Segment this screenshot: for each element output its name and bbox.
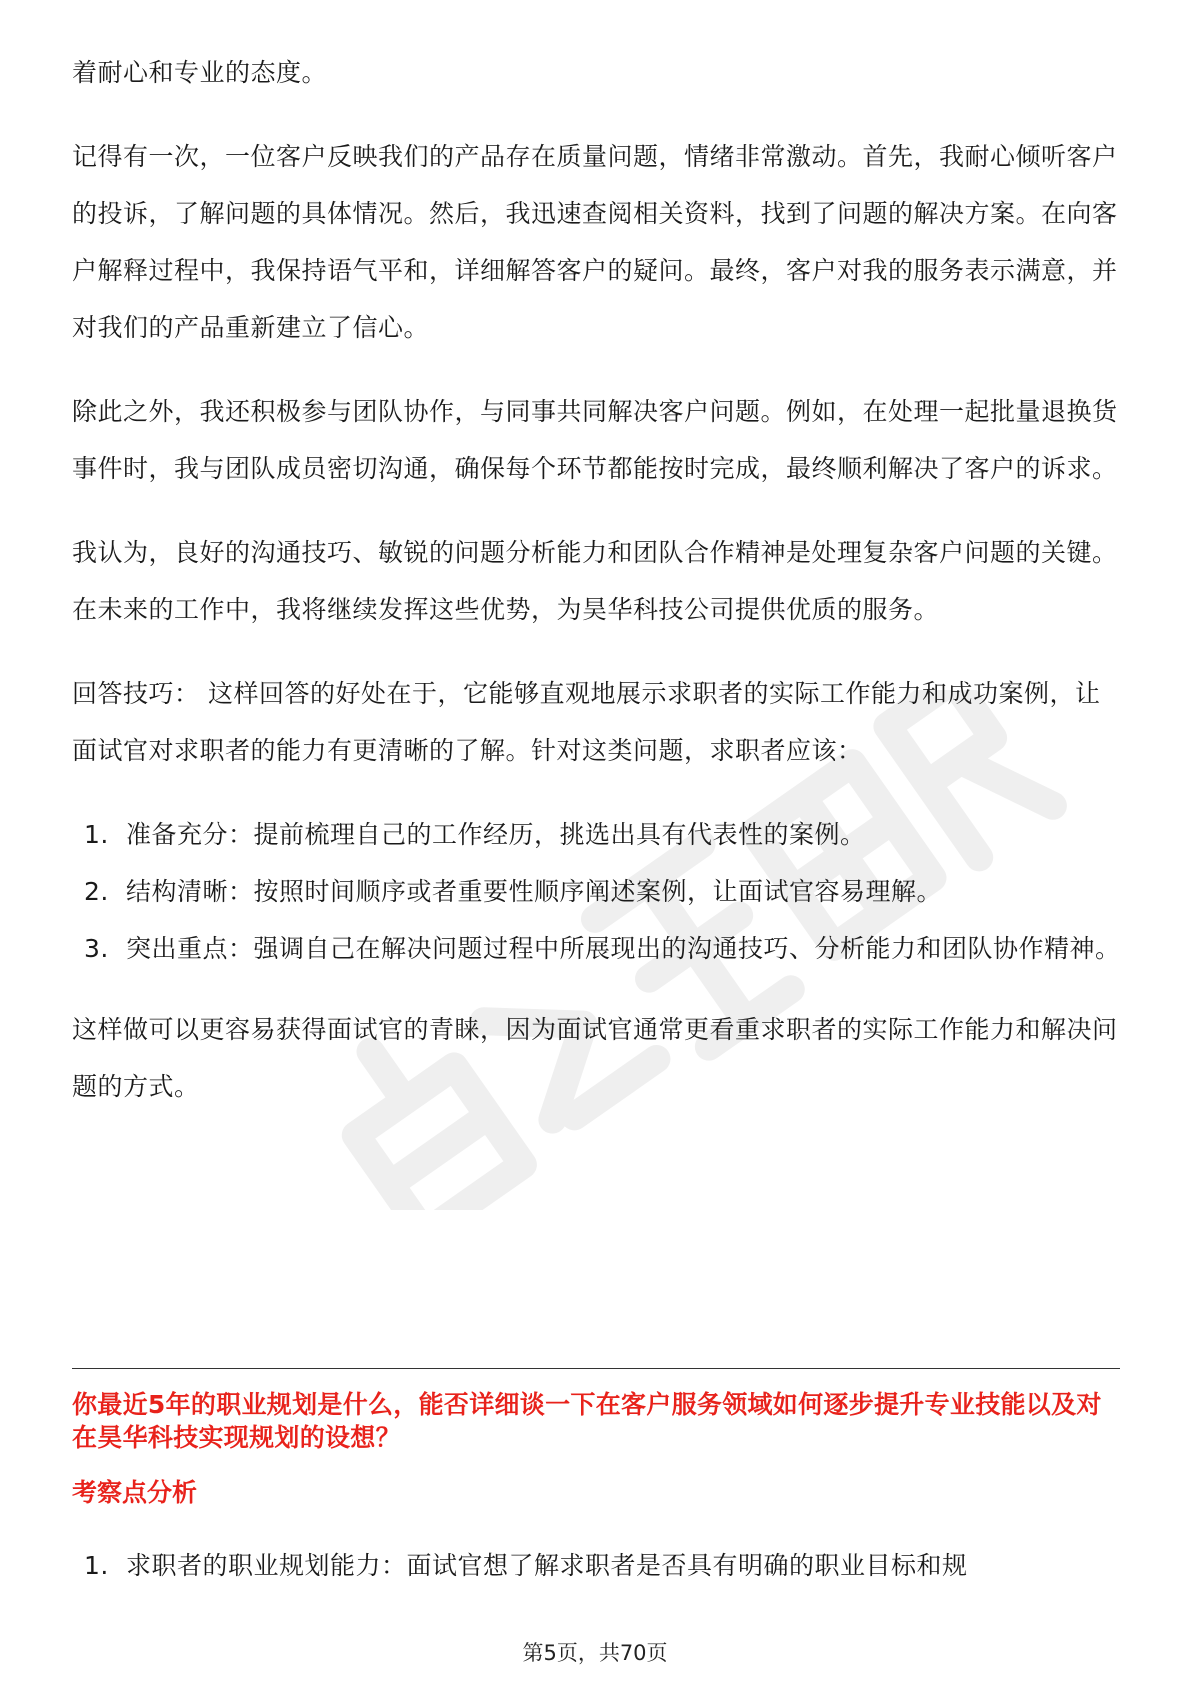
list-item-number: 3.	[84, 934, 109, 963]
paragraph-summary: 这样做可以更容易获得面试官的青睐，因为面试官通常更看重求职者的实际工作能力和解决问题的方式。	[72, 1015, 1118, 1101]
list-item	[72, 806, 1122, 863]
document-body	[72, 44, 1122, 1142]
list-item	[72, 920, 1122, 977]
list-item	[72, 1546, 1122, 1586]
list-item-text: 结构清晰：按照时间顺序或者重要性顺序阐述案例，让面试官容易理解。	[126, 877, 943, 906]
list-item-text: 准备充分：提前梳理自己的工作经历，挑选出具有代表性的案例。	[126, 820, 866, 849]
tips-list	[72, 806, 1122, 977]
list-item-text: 突出重点：强调自己在解决问题过程中所展现出的沟通技巧、分析能力和团队协作精神。	[126, 934, 1121, 963]
paragraph-answer-tips: 回答技巧： 这样回答的好处在于，它能够直观地展示求职者的实际工作能力和成功案例，让面试官对求职者的能力有更清晰的了解。针对这类问题，求职者应该：	[72, 679, 1101, 765]
list-item-number: 1.	[84, 1551, 109, 1580]
paragraph-continuation: 着耐心和专业的态度。	[72, 58, 328, 87]
list-item-number: 1.	[84, 820, 109, 849]
paragraph-teamwork: 除此之外，我还积极参与团队协作，与同事共同解决客户问题。例如，在处理一起批量退换货事件时，我与团队成员密切沟通，确保每个环节都能按时完成，最终顺利解决了客户的诉求。	[72, 397, 1118, 483]
page-number-footer: 第5页，共70页	[522, 1641, 668, 1665]
list-item-number: 2.	[84, 877, 109, 906]
section-title: 考察点分析	[72, 1478, 198, 1507]
interview-question-heading: 你最近5年的职业规划是什么，能否详细谈一下在客户服务领域如何逐步提升专业技能以及对在昊华科技实现规划的设想？	[72, 1390, 1102, 1452]
paragraph-conclusion: 我认为，良好的沟通技巧、敏锐的问题分析能力和团队合作精神是处理复杂客户问题的关键。在未来的工作中，我将继续发挥这些优势，为昊华科技公司提供优质的服务。	[72, 538, 1118, 624]
section-divider	[72, 1368, 1120, 1369]
paragraph-example-story: 记得有一次，一位客户反映我们的产品存在质量问题，情绪非常激动。首先，我耐心倾听客户的投诉，了解问题的具体情况。然后，我迅速查阅相关资料，找到了问题的解决方案。在向客户解释过程中，我保持语气平和，详细解答客户的疑问。最终，客户对我的服务表示满意，并对我们的产品重新建立了信心。	[72, 142, 1118, 342]
list-item-text: 求职者的职业规划能力：面试官想了解求职者是否具有明确的职业目标和规	[126, 1551, 968, 1580]
analysis-list	[72, 1546, 1122, 1586]
list-item	[72, 863, 1122, 920]
